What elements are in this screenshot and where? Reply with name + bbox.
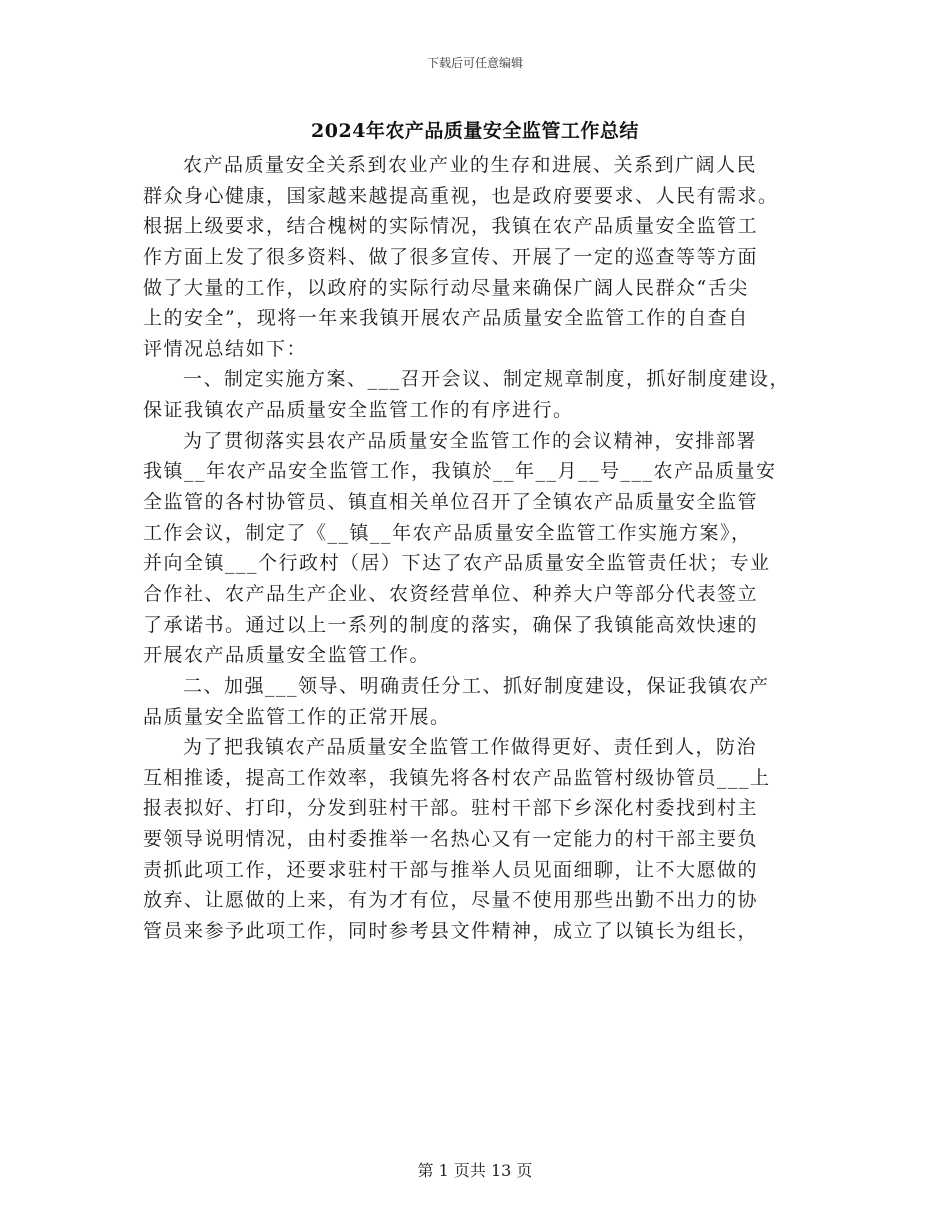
text-line: 为了把我镇农产品质量安全监管工作做得更好、责任到人，防治 <box>183 736 758 759</box>
text-line: 根据上级要求，结合槐树的实际情况，我镇在农产品质量安全监管工 <box>143 215 759 238</box>
text-line: 为了贯彻落实县农产品质量安全监管工作的会议精神，安排部署 <box>183 429 758 452</box>
text-line: 一、制定实施方案、___召开会议、制定规章制度，抓好制度建设， <box>183 368 791 391</box>
text-line: 做了大量的工作，以政府的实际行动尽量来确保广阔人民群众“舌尖 <box>143 276 749 299</box>
text-line: 了承诺书。通过以上一系列的制度的落实，确保了我镇能高效快速的 <box>143 613 759 636</box>
text-line: 二、加强___领导、明确责任分工、抓好制度建设，保证我镇农产 <box>183 674 770 697</box>
page-footer: 第 1 页共 13 页 <box>417 1161 533 1180</box>
text-line: 要领导说明情况，由村委推举一名热心又有一定能力的村干部主要负 <box>143 828 759 851</box>
text-line: 品质量安全监管工作的正常开展。 <box>143 705 451 728</box>
text-line: 管员来参予此项工作，同时参考县文件精神，成立了以镇长为组长， <box>143 920 759 943</box>
document-title: 2024年农产品质量安全监管工作总结 <box>311 120 639 142</box>
text-line: 我镇__年农产品安全监管工作，我镇於__年__月__号___农产品质量安 <box>143 460 777 483</box>
text-line: 责抓此项工作，还要求驻村干部与推举人员见面细聊，让不大愿做的 <box>143 858 759 881</box>
text-line: 开展农产品质量安全监管工作。 <box>143 644 431 667</box>
header-note: 下载后可任意编辑 <box>426 56 523 70</box>
text-line: 作方面上发了很多资料、做了很多宣传、开展了一定的巡查等等方面 <box>143 245 759 268</box>
text-line: 群众身心健康，国家越来越提高重视，也是政府要要求、人民有需求。 <box>143 184 779 207</box>
text-line: 合作社、农产品生产企业、农资经营单位、种养大户等部分代表签立 <box>143 582 759 605</box>
text-line: 全监管的各村协管员、镇直相关单位召开了全镇农产品质量安全监管 <box>143 491 759 514</box>
document-body <box>143 150 828 947</box>
text-line: 保证我镇农产品质量安全监管工作的有序进行。 <box>143 399 574 422</box>
text-line: 并向全镇___个行政村（居）下达了农产品质量安全监管责任状；专业 <box>143 552 771 575</box>
text-line: 农产品质量安全关系到农业产业的生存和进展、关系到广阔人民 <box>183 154 758 176</box>
text-line: 放弃、让愿做的上来，有为才有位，尽量不使用那些出勤不出力的协 <box>143 889 759 912</box>
text-line: 上的安全”，现将一年来我镇开展农产品质量安全监管工作的自查自 <box>143 307 749 330</box>
text-line: 报表拟好、打印，分发到驻村干部。驻村干部下乡深化村委找到村主 <box>143 797 759 820</box>
text-line: 互相推诿，提高工作效率，我镇先将各村农产品监管村级协管员___上 <box>143 766 771 789</box>
text-line: 工作会议，制定了《__镇__年农产品质量安全监管工作实施方案》， <box>143 521 752 544</box>
text-line: 评情况总结如下： <box>143 337 308 360</box>
